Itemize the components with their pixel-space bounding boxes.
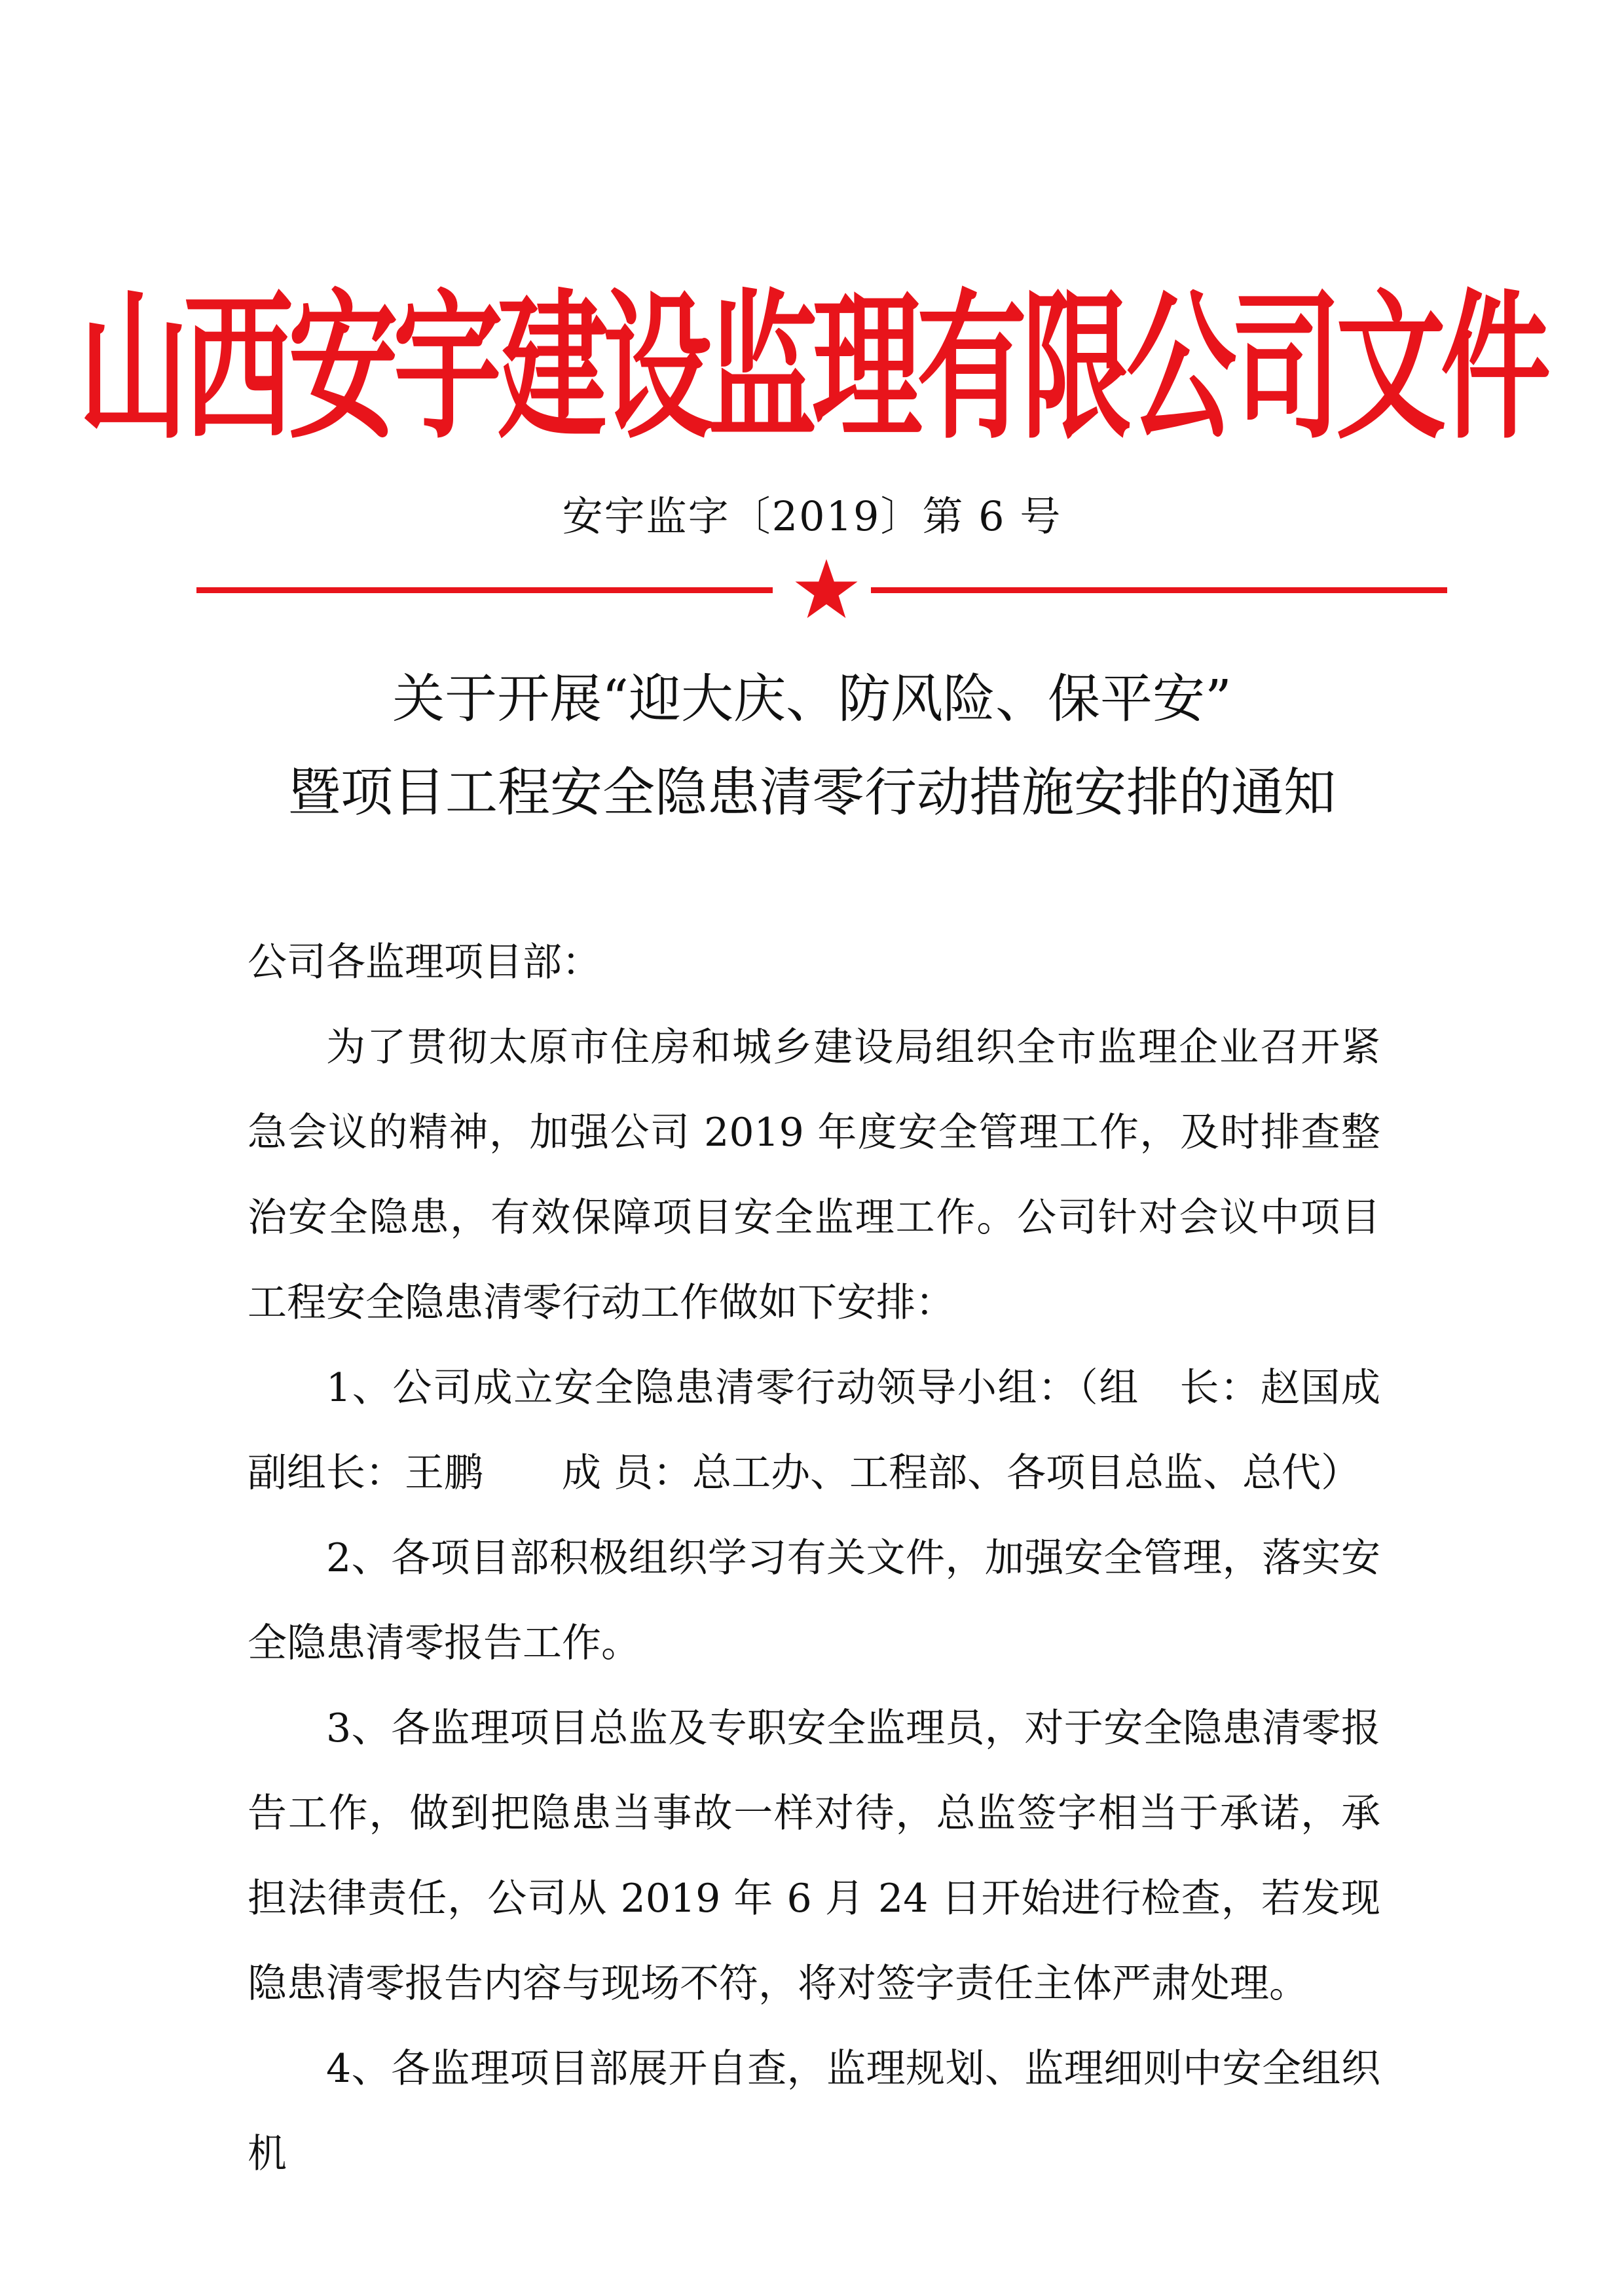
red-star-icon [794,556,859,622]
red-divider-right [871,587,1447,593]
paragraph-item-1: 1、公司成立安全隐患清零行动领导小组：（组 长：赵国成 副组长：王鹏 成 员：总工办、工程部、各项目总监、总代） [248,1365,1433,1496]
paragraph-item-2: 2、各项目部积极组织学习有关文件，加强安全管理，落实安全隐患清零报告工作。 [248,1535,1380,1666]
salutation: 公司各监理项目部： [248,939,601,985]
paragraph-item-3: 3、各监理项目总监及专职安全监理员，对于安全隐患清零报告工作，做到把隐患当事故一样对待，总监签字相当于承诺，承担法律责任，公司从 2019 年 6 月 24 日开始进行检查，若发现隐患清零报告内容与现场不符，将对签字责任主体严肃处理。 [248,1705,1380,2007]
notice-title-line-2: 暨项目工程安全隐患清零行动措施安排的通知 [288,762,1336,823]
notice-title-line-1: 关于开展“迎大庆、防风险、保平安” [392,668,1232,729]
notice-body [248,920,1433,2196]
paragraph-item-4: 4、各监理项目部展开自查，监理规划、监理细则中安全组织机 [248,2046,1380,2177]
red-divider-left [196,587,773,593]
document-number: 安宇监字〔2019〕第 6 号 [562,492,1062,540]
paragraph-intro: 为了贯彻太原市住房和城乡建设局组织全市监理企业召开紧急会议的精神，加强公司 2019 年度安全管理工作，及时排查整治安全隐患，有效保障项目安全监理工作。公司针对会议中项目工程安全隐患清零行动工作做如下安排： [248,1025,1380,1326]
masthead-title: 山西安宇建设监理有限公司文件 [79,274,1545,461]
